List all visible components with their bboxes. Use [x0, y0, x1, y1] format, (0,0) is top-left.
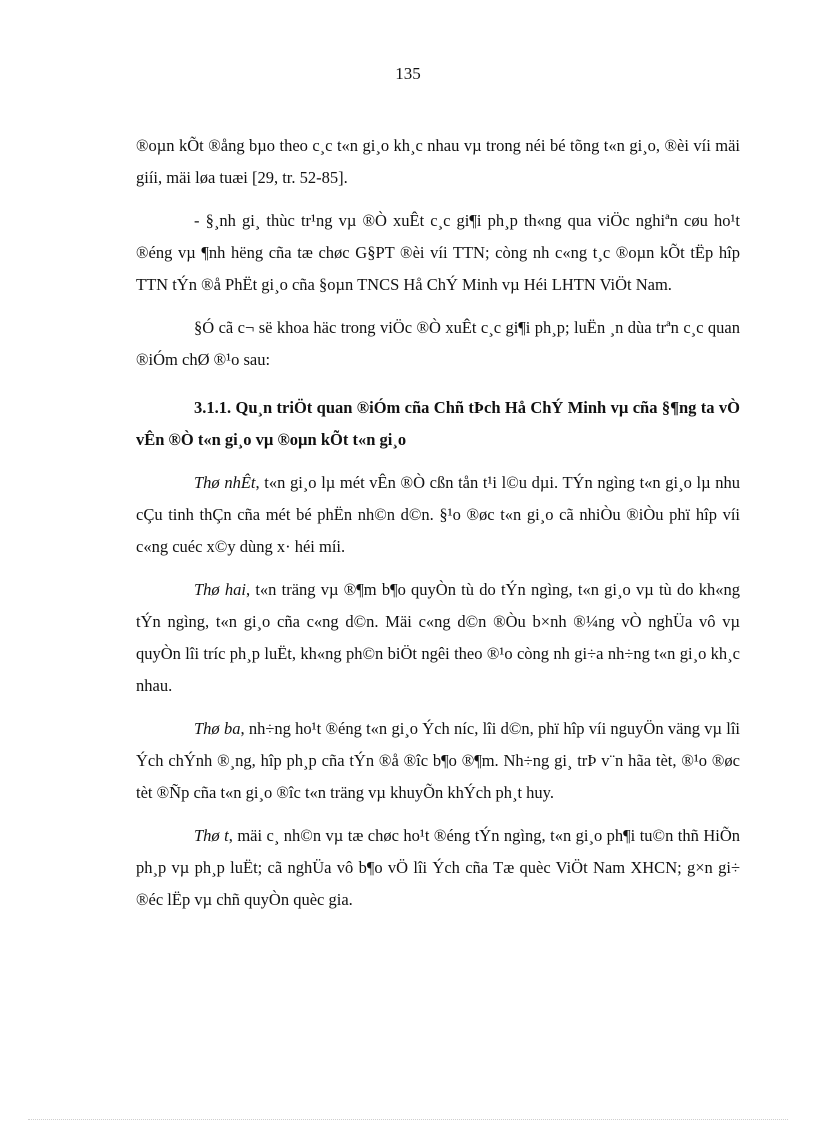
paragraph-basis: §Ó cã c¬ së khoa häc trong viÖc ®Ò xuÊt c¸c gi¶i ph¸p; luËn ¸n dùa trªn c¸c quan ®iÓm chØ ®¹o sau:: [136, 318, 740, 369]
paragraph-third-lead: Thø ba: [194, 719, 241, 738]
page-body: [136, 130, 740, 916]
paragraph-second: [136, 574, 740, 702]
section-heading: 3.1.1. Qu¸n triÖt quan ®iÓm cña Chñ tÞch Hå ChÝ Minh vµ cña §¶ng ta vÒ vÊn ®Ò t«n gi¸o vµ ®oµn kÕt t«n gi¸o: [136, 398, 740, 449]
paragraph-first-lead: Thø nhÊt: [194, 473, 256, 492]
paragraph-continuation: ®oµn kÕt ®ång bµo theo c¸c t«n gi¸o kh¸c nhau vµ trong néi bé tõng t«n gi¸o, ®èi víi mäi giíi, mäi løa tuæi [29, tr. 52-85].: [136, 136, 740, 187]
paragraph-fourth: [136, 820, 740, 916]
paragraph-third: [136, 713, 740, 809]
paragraph-fourth-text: , mäi c¸ nh©n vµ tæ chøc ho¹t ®éng tÝn ngìng, t«n gi¸o ph¶i tu©n thñ HiÕn ph¸p vµ ph¸p luËt; cã nghÜa vô b¶o vÖ lîi Ých cña Tæ quèc ViÖt Nam XHCN; g×n gi÷ ®éc lËp vµ chñ quyÒn quèc gia.: [136, 826, 740, 909]
page-bottom-divider: [28, 1119, 788, 1120]
page-number: 135: [395, 64, 421, 83]
paragraph-third-text: , nh÷ng ho¹t ®éng t«n gi¸o Ých níc, lîi d©n, phï hîp víi nguyÖn väng vµ lîi Ých chÝnh ®¸ng, hîp ph¸p cña tÝn ®å ®îc b¶o ®¶m. Nh÷ng gi¸ trÞ v¨n hãa tèt, ®¹o ®øc tèt ®Ñp cña t«n gi¸o ®îc t«n träng vµ khuyÕn khÝch ph¸t huy.: [136, 719, 740, 802]
paragraph-second-text: , t«n träng vµ ®¶m b¶o quyÒn tù do tÝn ngìng, t«n gi¸o vµ tù do kh«ng tÝn ngìng, t«n gi¸o cña c«ng d©n. Mäi c«ng d©n ®Òu b×nh ®¼ng vÒ nghÜa vô vµ quyÒn lîi tríc ph¸p luËt, kh«ng ph©n biÖt ngêi theo ®¹o còng nh gi÷a nh÷ng t«n gi¸o kh¸c nhau.: [136, 580, 741, 695]
paragraph-assessment: - §¸nh gi¸ thùc tr¹ng vµ ®Ò xuÊt c¸c gi¶i ph¸p th«ng qua viÖc nghiªn cøu ho¹t ®éng vµ ¶nh hëng cña tæ chøc G§PT ®èi víi TTN; còng nh c«ng t¸c ®oµn kÕt tËp hîp TTN tÝn ®å PhËt gi¸o cña §oµn TNCS Hå ChÝ Minh vµ Héi LHTN ViÖt Nam.: [136, 211, 740, 294]
paragraph-first-text: , t«n gi¸o lµ mét vÊn ®Ò cßn tån t¹i l©u dµi. TÝn ngìng t«n gi¸o lµ nhu cÇu tinh thÇn cña mét bé phËn nh©n d©n. §¹o ®øc t«n gi¸o cã nhiÒu ®iÒu phï hîp víi c«ng cuéc x©y dùng x· héi míi.: [136, 473, 740, 556]
paragraph-first: [136, 467, 740, 563]
paragraph-second-lead: Thø hai: [194, 580, 246, 599]
paragraph-fourth-lead: Thø t: [194, 826, 229, 845]
